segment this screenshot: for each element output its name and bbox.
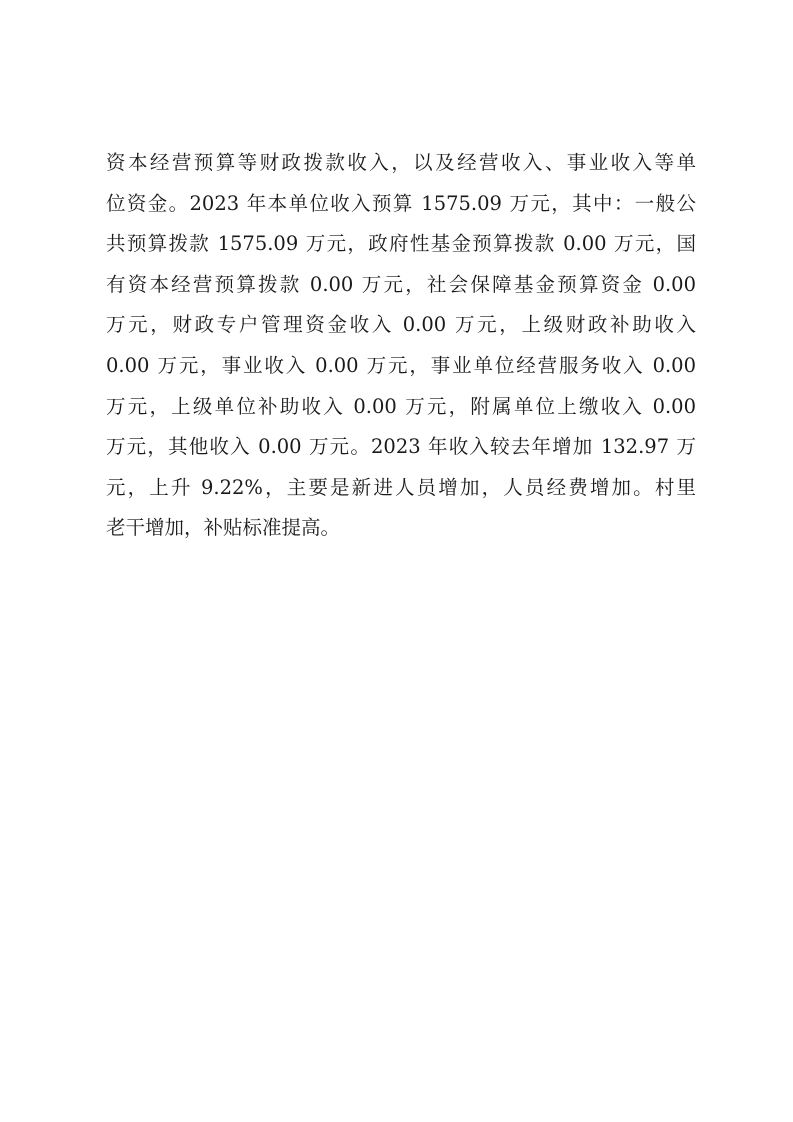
paragraph-line: 元，上升 9.22%，主要是新进人员增加，人员经费增加。村里 bbox=[106, 475, 696, 499]
paragraph-line: 位资金。2023 年本单位收入预算 1575.09 万元，其中：一般公 bbox=[106, 191, 696, 215]
body-paragraph bbox=[106, 143, 696, 549]
paragraph-line: 万元，上级单位补助收入 0.00 万元，附属单位上缴收入 0.00 bbox=[106, 394, 696, 418]
paragraph-line: 万元，财政专户管理资金收入 0.00 万元，上级财政补助收入 bbox=[106, 313, 696, 337]
paragraph-line: 有资本经营预算拨款 0.00 万元，社会保障基金预算资金 0.00 bbox=[106, 272, 696, 296]
paragraph-line: 共预算拨款 1575.09 万元，政府性基金预算拨款 0.00 万元，国 bbox=[106, 232, 696, 256]
paragraph-line: 万元，其他收入 0.00 万元。2023 年收入较去年增加 132.97 万 bbox=[106, 435, 696, 459]
paragraph-line-last: 老干增加，补贴标准提高。 bbox=[106, 516, 341, 540]
paragraph-line: 资本经营预算等财政拨款收入，以及经营收入、事业收入等单 bbox=[106, 151, 696, 174]
paragraph-line: 0.00 万元，事业收入 0.00 万元，事业单位经营服务收入 0.00 bbox=[106, 353, 696, 377]
